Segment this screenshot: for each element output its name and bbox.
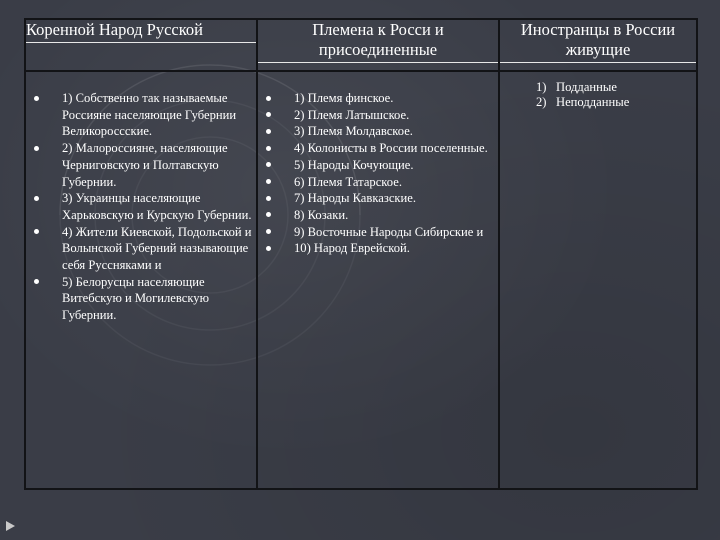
list-item-text: 3) Украинцы населяющие Харьковскую и Курскую Губернии. — [62, 191, 252, 222]
bullet-icon — [34, 96, 39, 101]
list-item-text: 2) Племя Латышское. — [294, 107, 410, 122]
list-item-number: 2) — [536, 94, 547, 109]
cell-foreigners — [499, 71, 697, 489]
bullet-icon — [266, 112, 271, 117]
cell-native-people — [25, 71, 257, 489]
list-item — [266, 90, 494, 107]
list-item — [266, 107, 494, 124]
list-item-text: 2) Малороссияне, населяющие Черниговскую и Полтавскую Губернии. — [62, 141, 228, 189]
list-item — [34, 140, 252, 190]
bullet-icon — [34, 279, 39, 284]
list-item-text: 5) Белорусцы населяющие Витебскую и Могилевскую Губернии. — [62, 274, 209, 323]
header-native-people-text: Коренной Народ Русской — [26, 20, 256, 43]
bullet-icon — [266, 146, 271, 151]
list-item-text: 6) Племя Татарское. — [294, 174, 402, 189]
list-item — [536, 80, 692, 95]
list-item-text: 1) Племя финское. — [294, 91, 394, 105]
header-foreigners-text: Иностранцы в России живущие — [500, 20, 696, 63]
list-item — [34, 90, 252, 140]
bullet-icon — [266, 212, 271, 217]
list-item-text: 8) Козаки. — [294, 207, 349, 222]
list-item-text: 4) Жители Киевской, Подольской и Волынской Губерний называющие себя Руссняками и — [62, 224, 252, 273]
list-item — [266, 190, 494, 207]
bullet-icon — [266, 229, 271, 234]
slide-nav-arrow-icon[interactable] — [6, 521, 15, 531]
header-row — [25, 19, 697, 71]
list-item-text: 5) Народы Кочующие. — [294, 157, 414, 172]
header-native-people — [25, 19, 257, 71]
list-item-text: 3) Племя Молдавское. — [294, 124, 413, 139]
content-row — [25, 71, 697, 489]
list-item-text: 1) Собственно так называемые Россияне населяющие Губернии Великороссские. — [62, 91, 237, 139]
list-item — [34, 190, 252, 223]
list-item — [536, 95, 692, 110]
bullet-icon — [34, 229, 39, 234]
bullet-icon — [266, 246, 271, 251]
list-item — [266, 123, 494, 140]
list-item — [266, 240, 494, 257]
header-foreigners — [499, 19, 697, 71]
list-item-text: Неподданные — [556, 94, 630, 109]
list-item — [266, 174, 494, 191]
peoples-table — [24, 18, 698, 490]
bullet-icon — [266, 162, 271, 167]
bullet-icon — [266, 129, 271, 134]
list-item — [266, 207, 494, 224]
list-item — [34, 224, 252, 274]
list-item-text: Подданные — [556, 80, 617, 94]
header-tribes — [257, 19, 499, 71]
native-people-list — [26, 72, 256, 324]
list-item-number: 1) — [536, 80, 547, 94]
list-item — [266, 157, 494, 174]
list-item — [266, 140, 494, 157]
list-item — [266, 224, 494, 241]
bullet-icon — [34, 146, 39, 151]
list-item-text: 7) Народы Кавказские. — [294, 191, 417, 206]
list-item-text: 4) Колонисты в России поселенные. — [294, 141, 488, 156]
list-item-text: 9) Восточные Народы Сибирские и — [294, 224, 484, 239]
bullet-icon — [266, 196, 271, 201]
header-tribes-text: Племена к Росси и присоединенные — [258, 20, 498, 63]
foreigners-list — [500, 72, 696, 109]
bullet-icon — [266, 179, 271, 184]
bullet-icon — [266, 96, 271, 101]
bullet-icon — [34, 196, 39, 201]
tribes-list — [258, 72, 498, 257]
cell-tribes — [257, 71, 499, 489]
list-item-text: 10) Народ Еврейской. — [294, 241, 410, 256]
list-item — [34, 274, 252, 324]
